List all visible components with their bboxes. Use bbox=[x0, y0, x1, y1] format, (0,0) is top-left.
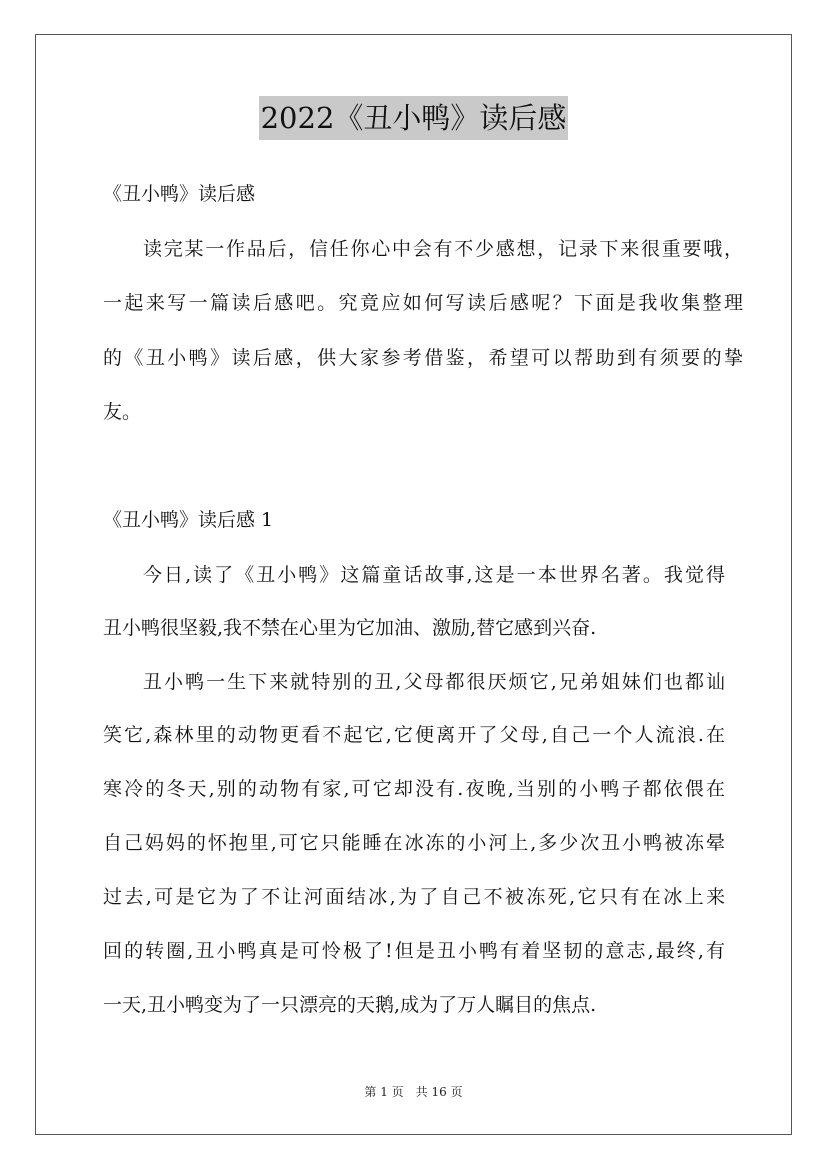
para2-line-6: 回的转圈,丑小鸭真是可怜极了!但是丑小鸭有着坚韧的意志,最终,有 bbox=[103, 940, 725, 962]
intro-line-4: 友。 bbox=[103, 401, 142, 423]
para2-line-2: 笑它,森林里的动物更看不起它,它便离开了父母,自己一个人流浪.在 bbox=[103, 724, 725, 746]
para2-line-3: 寒冷的冬天,别的动物有家,可它却没有.夜晚,当别的小鸭子都依偎在 bbox=[103, 778, 725, 800]
para2-line-7: 一天,丑小鸭变为了一只漂亮的天鹅,成为了万人瞩目的焦点. bbox=[103, 994, 597, 1016]
para1-line-1: 今日,读了《丑小鸭》这篇童话故事,这是一本世界名著。我觉得 bbox=[143, 564, 725, 586]
para2-line-4: 自己妈妈的怀抱里,可它只能睡在冰冻的小河上,多少次丑小鸭被冻晕 bbox=[103, 832, 725, 854]
para2-line-5: 过去,可是它为了不让河面结冰,为了自己不被冻死,它只有在冰上来 bbox=[103, 886, 725, 908]
section-heading-intro: 《丑小鸭》读后感 bbox=[103, 183, 256, 205]
document-title-block bbox=[0, 96, 827, 140]
intro-line-3: 的《丑小鸭》读后感，供大家参考借鉴，希望可以帮助到有须要的挚 bbox=[103, 347, 743, 369]
section-heading-1: 《丑小鸭》读后感 1 bbox=[103, 509, 274, 531]
document-title: 2022《丑小鸭》读后感 bbox=[259, 96, 569, 140]
intro-line-1: 读完某一作品后，信任你心中会有不少感想，记录下来很重要哦， bbox=[143, 238, 743, 260]
page-footer: 第 1 页 共 16 页 bbox=[364, 1085, 463, 1099]
para2-line-1: 丑小鸭一生下来就特别的丑,父母都很厌烦它,兄弟姐妹们也都讪 bbox=[143, 671, 725, 693]
intro-line-2: 一起来写一篇读后感吧。究竟应如何写读后感呢？下面是我收集整理 bbox=[103, 292, 743, 314]
para1-line-2: 丑小鸭很坚毅,我不禁在心里为它加油、激励,替它感到兴奋. bbox=[103, 617, 597, 639]
